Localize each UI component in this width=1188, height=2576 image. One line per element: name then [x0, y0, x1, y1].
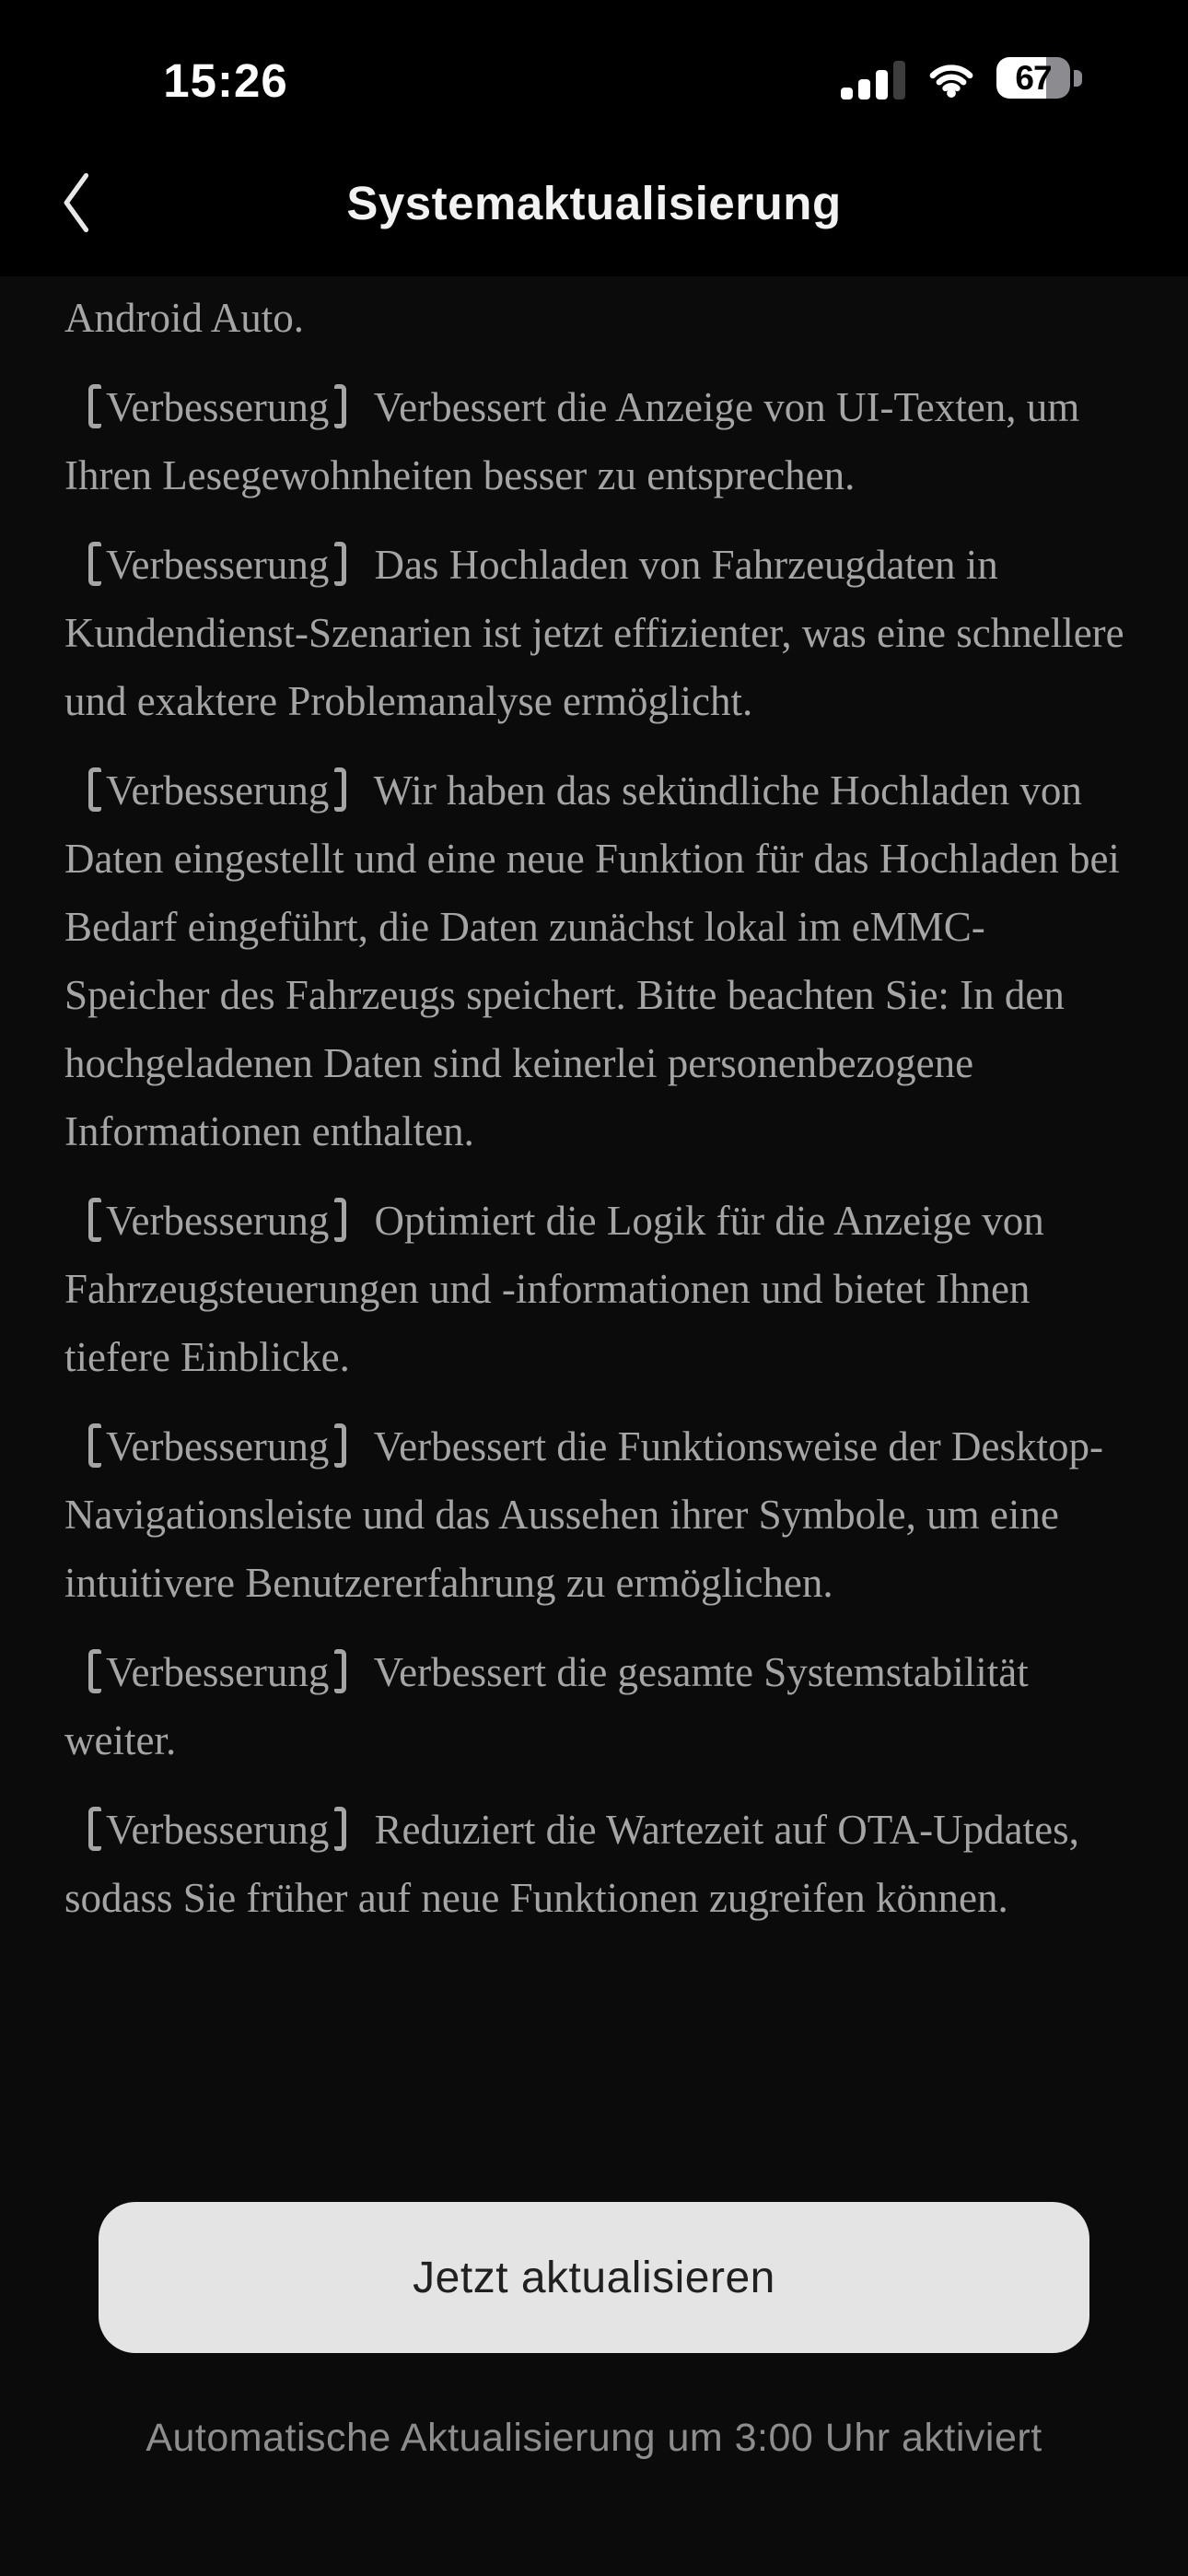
lenticular-bracket-open-icon [88, 767, 101, 812]
lenticular-bracket-close-icon [334, 384, 347, 428]
update-note-paragraph: Verbesserung Verbessert die Funktionsweise der Desktop-Navigationsleiste und das Aussehen ihrer Symbole, um eine intuitivere Benutzererfahrung zu ermöglichen. [64, 1423, 1103, 1606]
lenticular-bracket-close-icon [334, 1807, 347, 1851]
update-note-paragraph: Verbesserung Verbessert die gesamte Systemstabilität weiter. [64, 1649, 1029, 1763]
update-note-paragraph: Verbesserung Optimiert die Logik für die Anzeige von Fahrzeugsteuerungen und -informationen und bietet Ihnen tiefere Einblicke. [64, 1198, 1044, 1380]
cellular-signal-icon [841, 59, 907, 100]
wifi-icon [923, 55, 980, 100]
lenticular-bracket-open-icon [88, 542, 101, 586]
battery-icon [996, 57, 1070, 99]
lenticular-bracket-close-icon [334, 1198, 347, 1242]
lenticular-bracket-close-icon [334, 767, 347, 812]
lenticular-bracket-open-icon [88, 1198, 101, 1242]
lenticular-bracket-close-icon [334, 1649, 347, 1693]
update-note-paragraph: Verbesserung Verbessert die Anzeige von UI-Texten, um Ihren Lesegewohnheiten besser zu entsprechen. [64, 384, 1080, 498]
battery-cap [1074, 70, 1082, 87]
update-now-button[interactable]: Jetzt aktualisieren [99, 2202, 1089, 2353]
battery-percent-label: 67 [1015, 58, 1052, 97]
update-note-paragraph: Verbesserung Das Hochladen von Fahrzeugdaten in Kundendienst-Szenarien ist jetzt effizienter, was eine schnellere und exaktere Problemanalyse ermöglicht. [64, 542, 1124, 724]
lenticular-bracket-close-icon [334, 542, 347, 586]
back-button[interactable] [57, 157, 140, 249]
chevron-left-icon [57, 170, 94, 236]
lenticular-bracket-close-icon [334, 1423, 347, 1468]
update-note-paragraph: Verbesserung Reduziert die Wartezeit auf OTA-Updates, sodass Sie früher auf neue Funktionen zugreifen können. [64, 1807, 1079, 1921]
auto-update-note: Automatische Aktualisierung um 3:00 Uhr aktiviert [146, 2416, 1042, 2460]
page-title: Systemaktualisierung [346, 176, 842, 229]
status-time: 15:26 [163, 54, 288, 107]
lenticular-bracket-open-icon [88, 1423, 101, 1468]
lenticular-bracket-open-icon [88, 1649, 101, 1693]
release-notes [64, 284, 1127, 1932]
lenticular-bracket-open-icon [88, 384, 101, 428]
lenticular-bracket-open-icon [88, 1807, 101, 1851]
update-note-paragraph: Android Auto. [64, 295, 305, 341]
status-bar [0, 0, 1188, 129]
update-note-paragraph: Verbesserung Wir haben das sekündliche Hochladen von Daten eingestellt und eine neue Funktion für das Hochladen bei Bedarf eingeführt, die Daten zunächst lokal im eMMC-Speicher des Fahrzeugs speichert. Bitte beachten Sie: In den hochgeladenen Daten sind keinerlei personenbezogene Informationen enthalten. [64, 767, 1120, 1154]
navigation-bar [0, 129, 1188, 276]
